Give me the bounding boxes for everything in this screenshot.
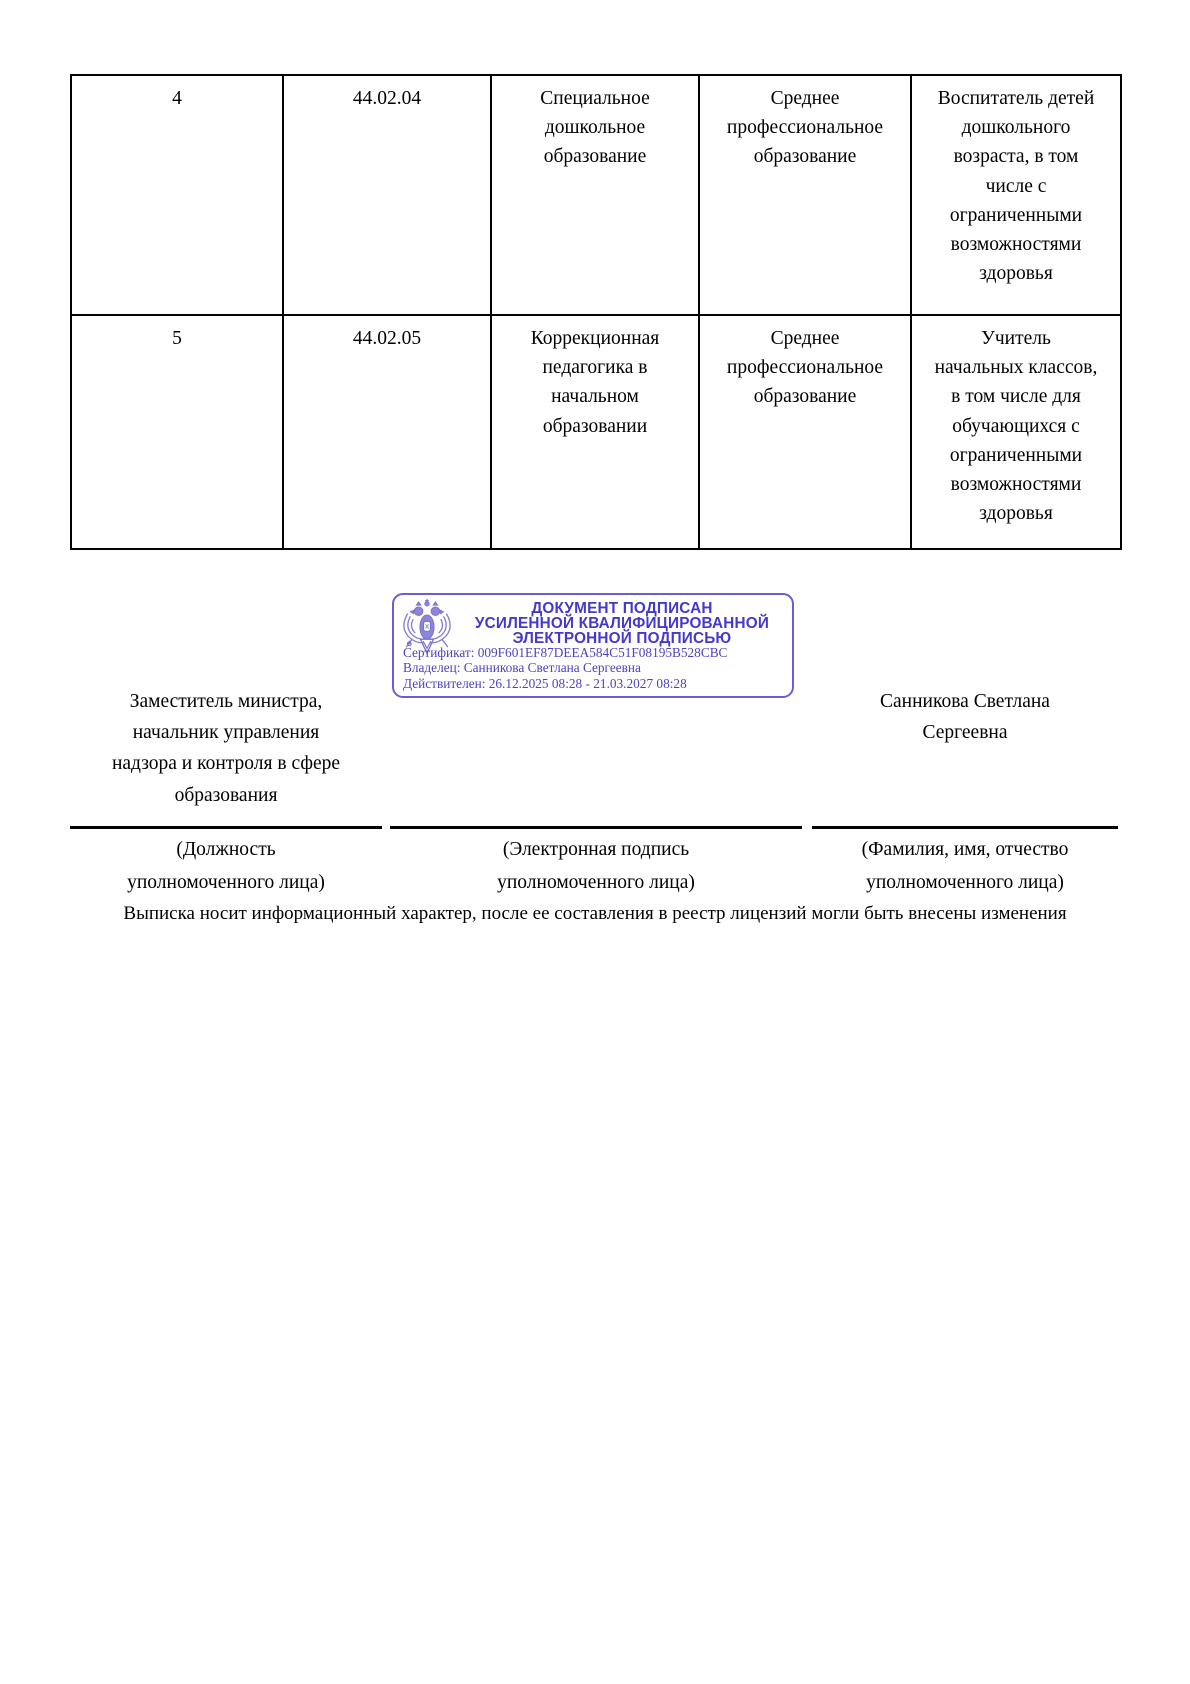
table-cell <box>71 75 283 315</box>
signature-line-fio <box>812 826 1118 829</box>
cell-line: педагогика в <box>542 357 648 379</box>
text-line: ДОКУМЕНТ ПОДПИСАН <box>531 600 713 617</box>
text-line: Действителен: 26.12.2025 08:28 - 21.03.2027 08:28 <box>403 676 687 692</box>
info-note: Выписка носит информационный характер, после ее составления в реестр лицензий могли быть внесены изменения <box>123 903 1067 924</box>
caption-fio <box>812 833 1118 899</box>
table-cell <box>491 315 699 549</box>
cell-line: Учитель <box>981 328 1051 349</box>
cell-line: Воспитатель детей <box>937 88 1095 109</box>
cell-line: возраста, в том <box>953 146 1079 168</box>
cell-line: обучающихся с <box>952 415 1080 437</box>
cell-line: возможностями <box>950 474 1082 496</box>
signature-line-esign <box>390 826 802 829</box>
text-line: Владелец: Санникова Светлана Сергеевна <box>403 660 641 676</box>
table-cell <box>911 315 1121 549</box>
cell-line: ограниченными <box>949 444 1083 466</box>
signature-line-position <box>70 826 382 829</box>
table-row <box>71 75 1121 315</box>
text-line: Санникова Светлана <box>880 691 1050 712</box>
text-line: уполномоченного лица) <box>127 872 325 893</box>
table-cell <box>283 75 491 315</box>
table-row <box>71 315 1121 549</box>
text-line: Сертификат: 009F601EF87DEEA584C51F08195B528CBC <box>403 644 728 660</box>
text-line: образования <box>174 784 278 806</box>
text-line: (Электронная подпись <box>502 839 690 860</box>
cell-line: здоровья <box>979 503 1053 525</box>
cell-line: образование <box>543 146 647 168</box>
table-cell <box>699 315 911 549</box>
stamp-certificate-info <box>403 645 727 692</box>
table-cell <box>491 75 699 315</box>
text-line: ЭЛЕКТРОННОЙ ПОДПИСЬЮ <box>512 630 732 647</box>
text-line: надзора и контроля в сфере <box>111 753 341 775</box>
text-line: (Должность <box>176 839 276 860</box>
caption-esign <box>390 833 802 899</box>
stamp-title <box>456 601 788 646</box>
cell-line: 44.02.04 <box>352 88 422 109</box>
cell-line: Коррекционная <box>530 328 660 349</box>
text-line: Заместитель министра, <box>129 691 323 712</box>
text-line: начальник управления <box>132 722 320 744</box>
cell-line: начальном <box>551 386 639 408</box>
cell-line: в том числе для <box>951 386 1081 408</box>
text-line: уполномоченного лица) <box>866 872 1064 893</box>
cell-line: 4 <box>172 88 182 109</box>
cell-line: Среднее <box>770 328 840 349</box>
caption-position <box>70 833 382 899</box>
cell-line: дошкольное <box>544 117 646 139</box>
cell-line: профессиональное <box>726 117 884 139</box>
text-line: уполномоченного лица) <box>497 872 695 893</box>
table-cell <box>699 75 911 315</box>
cell-line: ограниченными <box>949 204 1083 226</box>
text-line: Сергеевна <box>922 722 1008 744</box>
cell-line: Среднее <box>770 88 840 109</box>
text-line: (Фамилия, имя, отчество <box>861 839 1069 860</box>
cell-line: профессиональное <box>726 357 884 379</box>
table-cell <box>911 75 1121 315</box>
license-programs-table-body <box>71 75 1121 549</box>
cell-line: числе с <box>985 175 1047 197</box>
cell-line: здоровья <box>979 263 1053 285</box>
official-name <box>812 686 1118 748</box>
cell-line: 5 <box>172 328 182 349</box>
cell-line: дошкольного <box>961 117 1071 139</box>
cell-line: начальных классов, <box>934 357 1098 379</box>
table-cell <box>283 315 491 549</box>
license-programs-table <box>70 74 1122 550</box>
e-signature-stamp <box>392 593 794 698</box>
cell-line: возможностями <box>950 234 1082 256</box>
cell-line: Специальное <box>540 88 650 109</box>
text-line: УСИЛЕННОЙ КВАЛИФИЦИРОВАННОЙ <box>474 615 770 632</box>
cell-line: образование <box>753 386 857 408</box>
cell-line: образовании <box>542 415 648 437</box>
table-cell <box>71 315 283 549</box>
cell-line: образование <box>753 146 857 168</box>
official-position <box>70 686 382 811</box>
cell-line: 44.02.05 <box>352 328 422 349</box>
